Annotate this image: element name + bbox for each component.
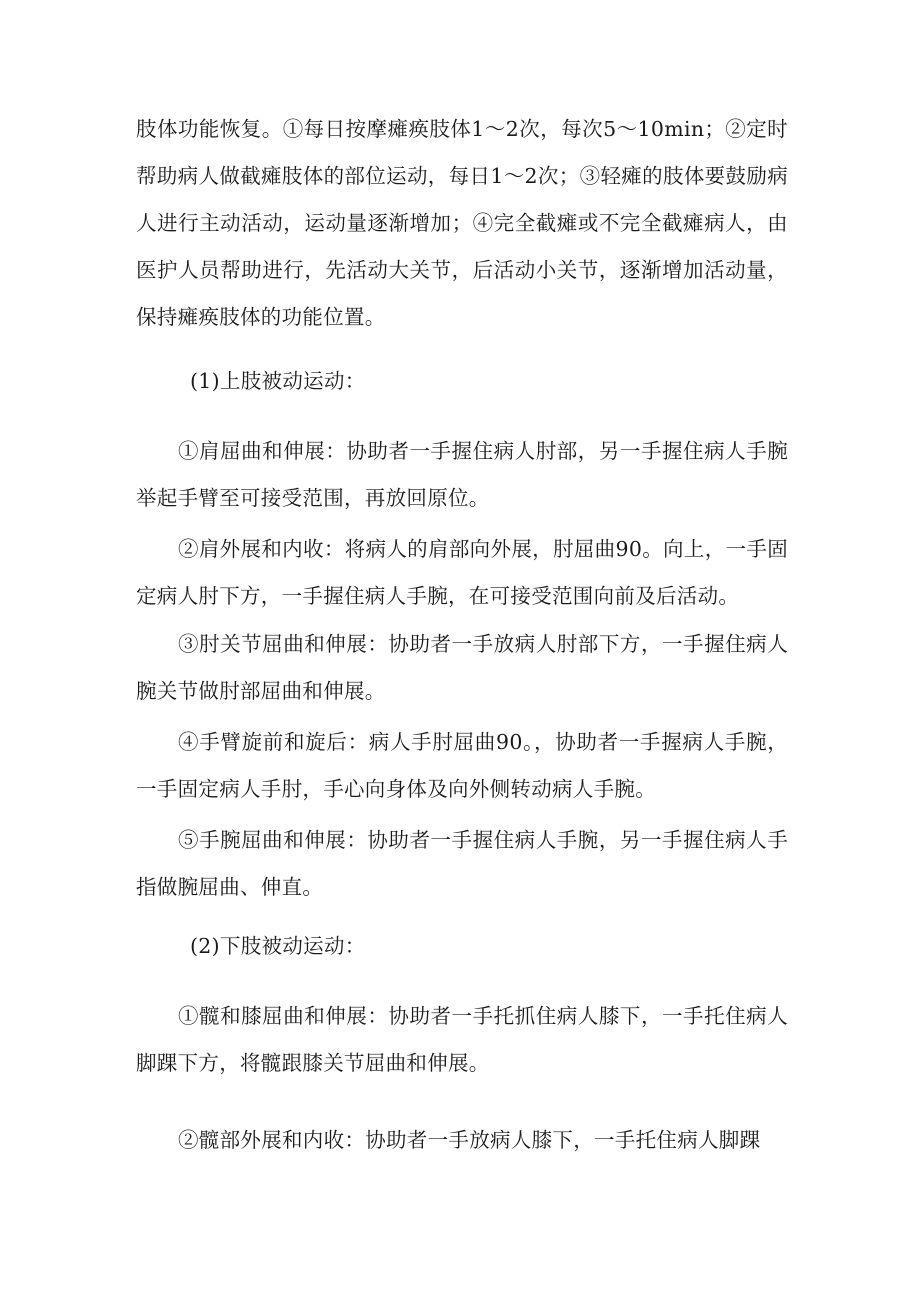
- paragraph-shoulder-flexion: ①肩屈曲和伸展：协助者一手握住病人肘部，另一手握住病人手腕举起手臂至可接受范围，再放回原位。: [136, 439, 788, 510]
- section-heading-lower-limb: (2)下肢被动运动：: [190, 934, 366, 958]
- paragraph-wrist-flexion: ⑤手腕屈曲和伸展：协助者一手握住病人手腕，另一手握住病人手指做腕屈曲、伸直。: [136, 828, 788, 899]
- paragraph-hip-knee-flexion: ①髋和膝屈曲和伸展：协助者一手托抓住病人膝下，一手托住病人脚踝下方，将髋跟膝关节屈曲和伸展。: [136, 1004, 788, 1075]
- paragraph-forearm-rotation: ④手臂旋前和旋后：病人手肘屈曲90。，协助者一手握病人手腕，一手固定病人手肘，手心向身体及向外侧转动病人手腕。: [136, 730, 788, 801]
- paragraph-shoulder-abduction: ②肩外展和内收：将病人的肩部向外展，肘屈曲90。向上，一手固定病人肘下方，一手握住病人手腕，在可接受范围向前及后活动。: [136, 537, 788, 608]
- paragraph-elbow-flexion: ③肘关节屈曲和伸展：协助者一手放病人肘部下方，一手握住病人腕关节做肘部屈曲和伸展。: [136, 632, 788, 703]
- paragraph-hip-abduction: ②髋部外展和内收：协助者一手放病人膝下，一手托住病人脚踝: [178, 1128, 761, 1152]
- paragraph-intro: 肢体功能恢复。①每日按摩瘫痪肢体1～2次，每次5～10min；②定时帮助病人做截瘫肢体的部位运动，每日1～2次；③轻瘫的肢体要鼓励病人进行主动活动，运动量逐渐增加；④完全截瘫或不完全截瘫病人，由医护人员帮助进行，先活动大关节，后活动小关节，逐渐增加活动量，保持瘫痪肢体的功能位置。: [136, 117, 788, 329]
- section-heading-upper-limb: (1)上肢被动运动：: [190, 369, 366, 393]
